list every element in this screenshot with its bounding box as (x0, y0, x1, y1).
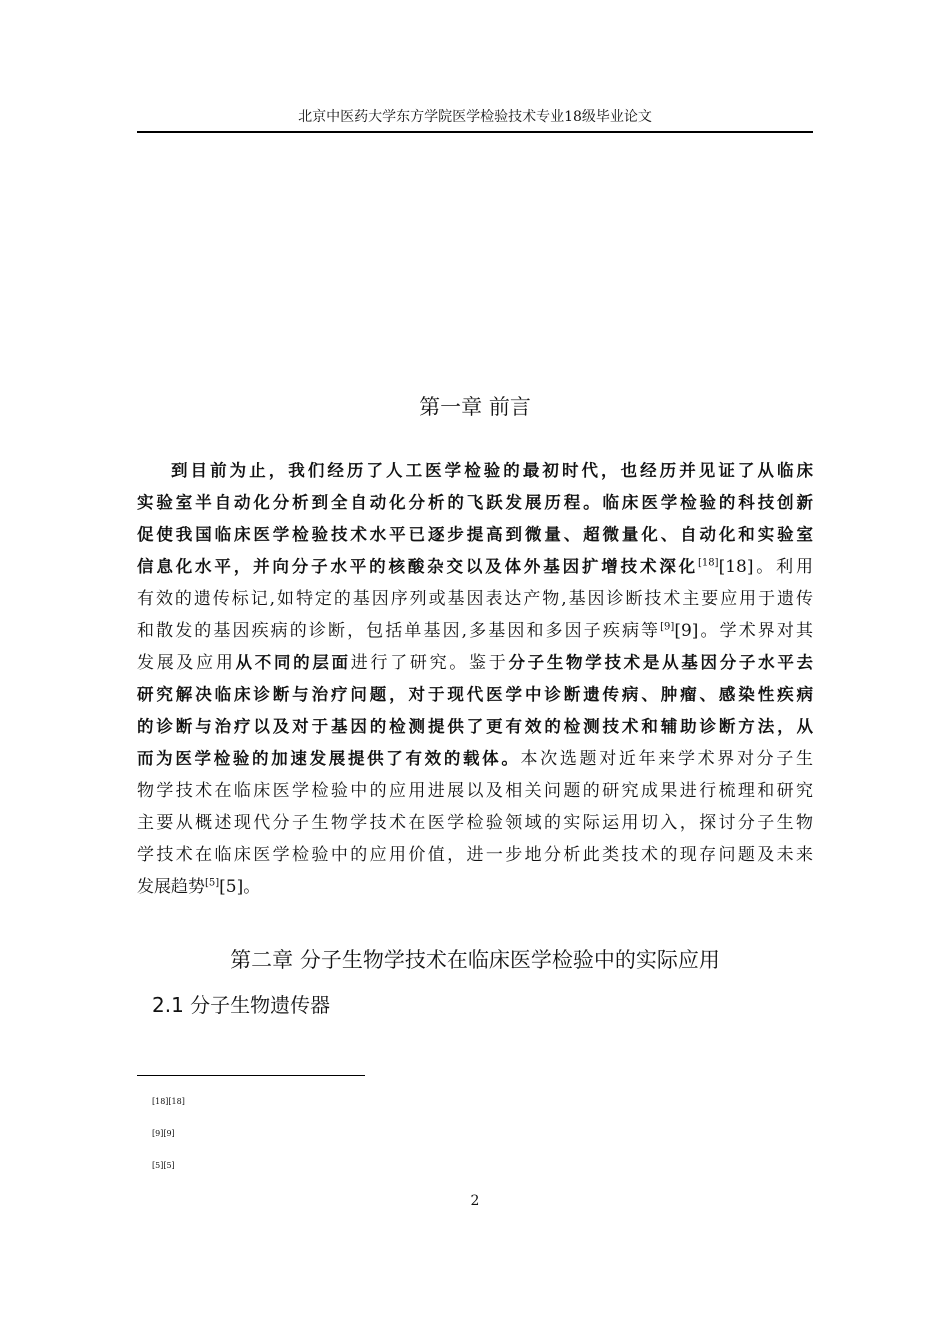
paragraph-line (137, 583, 813, 615)
text-run: 研究解决临床诊断与治疗问题，对于现代医学中诊断遗传病、肿瘤、感染性疾病 (137, 685, 813, 704)
page-header: 北京中医药大学东方学院医学检验技术专业18级毕业论文 (298, 109, 652, 125)
text-run: 促使我国临床医学检验技术水平已逐步提高到微量、超微量化、自动化和实验室 (137, 525, 813, 544)
text-run: 的诊断与治疗以及对于基因的检测提供了更有效的检测技术和辅助诊断方法，从 (137, 717, 813, 736)
citation-superscript: [9] (660, 621, 675, 633)
paragraph-line (137, 775, 813, 807)
header-rule (137, 131, 813, 133)
paragraph-line (137, 615, 813, 647)
text-run: 发展及应用 (137, 653, 236, 673)
text-run: 信息化水平，并向分子水平的核酸杂交以及体外基因扩增技术深化 (137, 557, 699, 576)
footnote: [5][5] (152, 1161, 175, 1170)
text-run: 进行了研究。鉴于 (350, 653, 509, 673)
text-run: 而为医学检验的加速发展提供了有效的载体。 (137, 749, 521, 768)
footnote: [18][18] (152, 1097, 185, 1106)
text-run: 和散发的基因疾病的诊断，包括单基因,多基因和多因子疾病等 (137, 621, 661, 641)
text-run: 本次选题对近年来学术界对分子生 (520, 749, 814, 769)
paragraph-line (137, 519, 813, 551)
text-run: 实验室半自动化分析到全自动化分析的飞跃发展历程。临床医学检验的科技创新 (137, 493, 813, 512)
text-run: 学技术在临床医学检验中的应用价值，进一步地分析此类技术的现存问题及未来 (137, 845, 813, 865)
footnote-rule (137, 1075, 365, 1076)
paragraph-line (137, 551, 813, 583)
chapter-2-title: 第二章 分子生物学技术在临床医学检验中的实际应用 (230, 948, 720, 972)
text-run: 到目前为止，我们经历了人工医学检验的最初时代，也经历并见证了从临床 (171, 461, 813, 480)
text-run: 有效的遗传标记,如特定的基因序列或基因表达产物,基因诊断技术主要应用于遗传 (137, 589, 813, 609)
text-run: 从不同的层面 (235, 653, 351, 672)
text-run: 分子生物学技术是从基因分子水平去 (508, 653, 814, 672)
text-run: [9]。学术界对其 (674, 621, 813, 641)
paragraph-line (137, 487, 813, 519)
section-2-1-title: 2.1 分子生物遗传器 (152, 993, 331, 1017)
text-run: [18]。利用 (718, 557, 813, 577)
citation-superscript: [5] (205, 877, 220, 889)
paragraph-line (137, 647, 813, 679)
text-run: 主要从概述现代分子生物学技术在医学检验领域的实际运用切入，探讨分子生物 (137, 813, 813, 833)
text-run: 发展趋势 (137, 877, 205, 897)
page-number: 2 (470, 1193, 480, 1209)
paragraph-line (137, 807, 813, 839)
paragraph-line (137, 871, 813, 903)
citation-superscript: [18] (698, 557, 719, 569)
text-run: 物学技术在临床医学检验中的应用进展以及相关问题的研究成果进行梳理和研究 (137, 781, 813, 801)
paragraph-line (137, 679, 813, 711)
paragraph-line (137, 839, 813, 871)
text-run: [5]。 (219, 877, 261, 897)
paragraph-line (137, 743, 813, 775)
footnote: [9][9] (152, 1129, 175, 1138)
paragraph-line (171, 455, 813, 487)
chapter-1-title: 第一章 前言 (419, 395, 531, 419)
paragraph-line (137, 711, 813, 743)
